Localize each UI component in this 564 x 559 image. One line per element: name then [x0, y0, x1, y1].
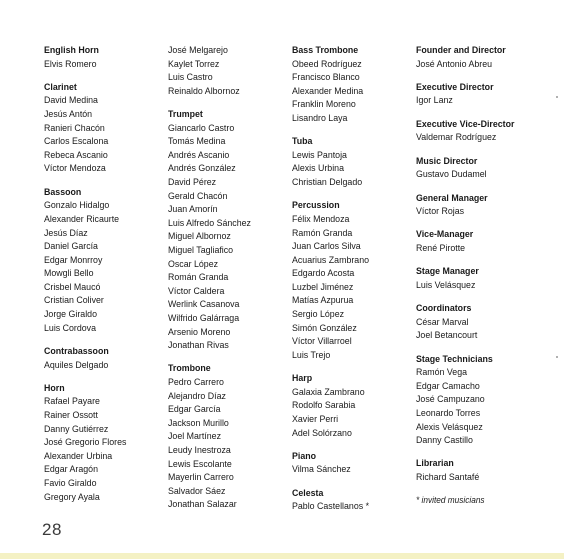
- section: [416, 302, 545, 343]
- member-name: Danny Castillo: [416, 435, 473, 447]
- section: [292, 372, 412, 440]
- member-name: Luis Cordova: [44, 322, 97, 334]
- member-name: Carlos Escalona: [44, 136, 109, 148]
- member-name: Luzbel Jiménez: [292, 281, 354, 293]
- section: [416, 155, 545, 182]
- member-name: Edgar García: [168, 404, 221, 416]
- section: [416, 44, 545, 71]
- member-name: Mowgli Bello: [44, 268, 94, 280]
- section: [292, 135, 412, 189]
- section: [292, 487, 412, 514]
- member-name: Richard Santafé: [416, 472, 480, 484]
- member-name: Franklin Moreno: [292, 99, 356, 111]
- footnote: * invited musicians: [416, 495, 485, 506]
- section-heading: Trumpet: [168, 109, 203, 121]
- member-name: Kaylet Torrez: [168, 58, 220, 70]
- member-name: Simón González: [292, 322, 357, 334]
- member-name: Joel Betancourt: [416, 330, 478, 342]
- section-heading: Piano: [292, 450, 317, 462]
- member-name: Edgar Monrroy: [44, 254, 103, 266]
- member-name: Andrés Ascanio: [168, 149, 230, 161]
- section: [416, 228, 545, 255]
- section-heading: Harp: [292, 373, 313, 385]
- member-name: Leudy Inestroza: [168, 445, 231, 456]
- section-heading: Trombone: [168, 363, 211, 375]
- member-name: Edgar Camacho: [416, 380, 480, 392]
- member-name: Víctor Caldera: [168, 285, 225, 297]
- section-heading: Librarian: [416, 458, 454, 470]
- member-name: Luis Alfredo Sánchez: [168, 217, 251, 229]
- member-name: Luis Castro: [168, 72, 213, 84]
- member-name: José Gregorio Flores: [44, 437, 127, 449]
- member-name: Adel Solórzano: [292, 427, 352, 439]
- member-name: Elvis Romero: [44, 58, 97, 70]
- member-name: Víctor Villarroel: [292, 336, 352, 348]
- member-name: Alexis Velásquez: [416, 421, 483, 433]
- member-name: Daniel García: [44, 241, 98, 253]
- member-name: José Melgarejo: [168, 45, 228, 56]
- member-name: Igor Lanz: [416, 95, 453, 107]
- member-name: Christian Delgado: [292, 177, 363, 189]
- member-name: René Pirotte: [416, 242, 466, 254]
- section-heading: Percussion: [292, 200, 340, 212]
- member-name: Luis Trejo: [292, 349, 331, 361]
- member-name: Andrés González: [168, 163, 236, 175]
- staff-column: [416, 44, 545, 508]
- section-heading: Bass Trombone: [292, 45, 359, 56]
- page-number: 28: [42, 520, 62, 539]
- staff-sections: [416, 44, 545, 485]
- member-name: Lewis Escolante: [168, 458, 232, 470]
- member-name: Francisco Blanco: [292, 72, 360, 84]
- member-name: Jonathan Rivas: [168, 340, 229, 352]
- roster-column-2: [168, 44, 288, 522]
- section-heading: Stage Technicians: [416, 353, 493, 365]
- section-heading: Founder and Director: [416, 45, 506, 56]
- member-name: Mayerlin Carrero: [168, 472, 234, 484]
- section-heading: Tuba: [292, 136, 313, 148]
- member-name: Alexis Urbina: [292, 163, 345, 175]
- section-heading: Executive Vice-Director: [416, 118, 515, 130]
- member-name: Román Granda: [168, 272, 229, 284]
- member-name: Salvador Sáez: [168, 485, 226, 497]
- member-name: Juan Amorín: [168, 204, 218, 216]
- edge-mark: [556, 356, 558, 358]
- member-name: Giancarlo Castro: [168, 122, 235, 134]
- member-name: Gustavo Dudamel: [416, 169, 487, 181]
- member-name: Matías Azpurua: [292, 295, 354, 307]
- section-heading: Horn: [44, 382, 65, 394]
- member-name: Gerald Chacón: [168, 190, 228, 202]
- member-name: Rainer Ossott: [44, 410, 98, 421]
- member-name: Víctor Mendoza: [44, 163, 106, 175]
- member-name: Danny Gutiérrez: [44, 423, 109, 435]
- member-name: José Campuzano: [416, 394, 485, 406]
- member-name: Crisbel Maucó: [44, 281, 101, 293]
- member-name: Edgar Aragón: [44, 464, 98, 476]
- member-name: Alexander Ricaurte: [44, 213, 120, 225]
- member-name: Alexander Medina: [292, 85, 364, 97]
- section-heading: Bassoon: [44, 186, 82, 198]
- member-name: Lisandro Laya: [292, 112, 348, 124]
- edge-mark: [556, 96, 558, 98]
- member-name: Luis Velásquez: [416, 279, 476, 291]
- member-name: Xavier Perri: [292, 413, 339, 425]
- member-name: David Medina: [44, 95, 98, 107]
- member-name: Gregory Ayala: [44, 491, 100, 503]
- member-name: Acuarius Zambrano: [292, 254, 370, 266]
- member-name: Ramón Granda: [292, 227, 353, 239]
- member-name: Víctor Rojas: [416, 206, 465, 218]
- member-name: Ranieri Chacón: [44, 122, 105, 134]
- member-name: Pablo Castellanos *: [292, 501, 370, 513]
- section-heading: Contrabassoon: [44, 345, 109, 357]
- member-name: Félix Mendoza: [292, 213, 350, 225]
- roster-column-3: [292, 44, 412, 524]
- member-name: Oscar López: [168, 258, 219, 270]
- member-name: Vilma Sánchez: [292, 464, 351, 476]
- member-name: Rafael Payare: [44, 396, 100, 408]
- member-name: Aquiles Delgado: [44, 359, 109, 371]
- member-name: David Pérez: [168, 177, 217, 189]
- member-name: Miguel Tagliafico: [168, 245, 234, 256]
- member-name: Jorge Giraldo: [44, 309, 97, 321]
- member-name: Ramón Vega: [416, 367, 468, 379]
- roster-column-1: [44, 44, 164, 514]
- member-name: Alexander Urbina: [44, 450, 113, 462]
- section: [44, 382, 164, 504]
- member-name: Jesús Antón: [44, 109, 93, 121]
- bottom-band: [0, 553, 564, 559]
- member-name: Gonzalo Hidalgo: [44, 200, 110, 212]
- member-name: Tomás Medina: [168, 136, 226, 148]
- section: [292, 199, 412, 362]
- member-name: Joel Martínez: [168, 431, 221, 443]
- section-heading: General Manager: [416, 192, 488, 204]
- member-name: Lewis Pantoja: [292, 149, 347, 161]
- member-name: Werlink Casanova: [168, 299, 240, 311]
- member-name: Jesús Díaz: [44, 227, 88, 239]
- member-name: Valdemar Rodríguez: [416, 132, 497, 144]
- section: [168, 362, 288, 512]
- section: [44, 44, 164, 71]
- section-heading: Executive Director: [416, 81, 494, 93]
- section-heading: Clarinet: [44, 81, 77, 93]
- section: [416, 118, 545, 145]
- member-name: Juan Carlos Silva: [292, 241, 361, 253]
- section: [168, 44, 288, 98]
- section-heading: English Horn: [44, 45, 99, 56]
- member-name: Leonardo Torres: [416, 407, 481, 419]
- member-name: Rodolfo Sarabia: [292, 400, 356, 412]
- section: [292, 450, 412, 477]
- section: [416, 265, 545, 292]
- member-name: Jonathan Salazar: [168, 499, 237, 511]
- member-name: Arsenio Moreno: [168, 326, 231, 338]
- section: [168, 108, 288, 353]
- section: [44, 81, 164, 176]
- member-name: Miguel Albornoz: [168, 231, 231, 243]
- member-name: Jackson Murillo: [168, 417, 229, 429]
- section: [416, 192, 545, 219]
- section: [416, 457, 545, 484]
- member-name: Wilfrido Galárraga: [168, 312, 240, 324]
- member-name: Sergio López: [292, 309, 345, 321]
- section: [416, 81, 545, 108]
- section-heading: Music Director: [416, 155, 478, 167]
- member-name: Cristian Coliver: [44, 295, 104, 307]
- member-name: Reinaldo Albornoz: [168, 85, 240, 97]
- member-name: Favio Giraldo: [44, 477, 97, 489]
- member-name: Alejandro Díaz: [168, 390, 226, 402]
- section-heading: Coordinators: [416, 303, 472, 315]
- section-heading: Celesta: [292, 487, 324, 499]
- member-name: José Antonio Abreu: [416, 58, 493, 70]
- section: [44, 186, 164, 336]
- member-name: Pedro Carrero: [168, 377, 224, 389]
- section: [292, 44, 412, 126]
- member-name: Rebeca Ascanio: [44, 149, 108, 161]
- section: [44, 345, 164, 372]
- section: [416, 353, 545, 448]
- member-name: Edgardo Acosta: [292, 268, 355, 280]
- member-name: César Marval: [416, 316, 469, 328]
- section-heading: Stage Manager: [416, 266, 479, 278]
- member-name: Galaxia Zambrano: [292, 386, 365, 398]
- member-name: Obeed Rodríguez: [292, 58, 362, 70]
- section-heading: Vice-Manager: [416, 229, 474, 241]
